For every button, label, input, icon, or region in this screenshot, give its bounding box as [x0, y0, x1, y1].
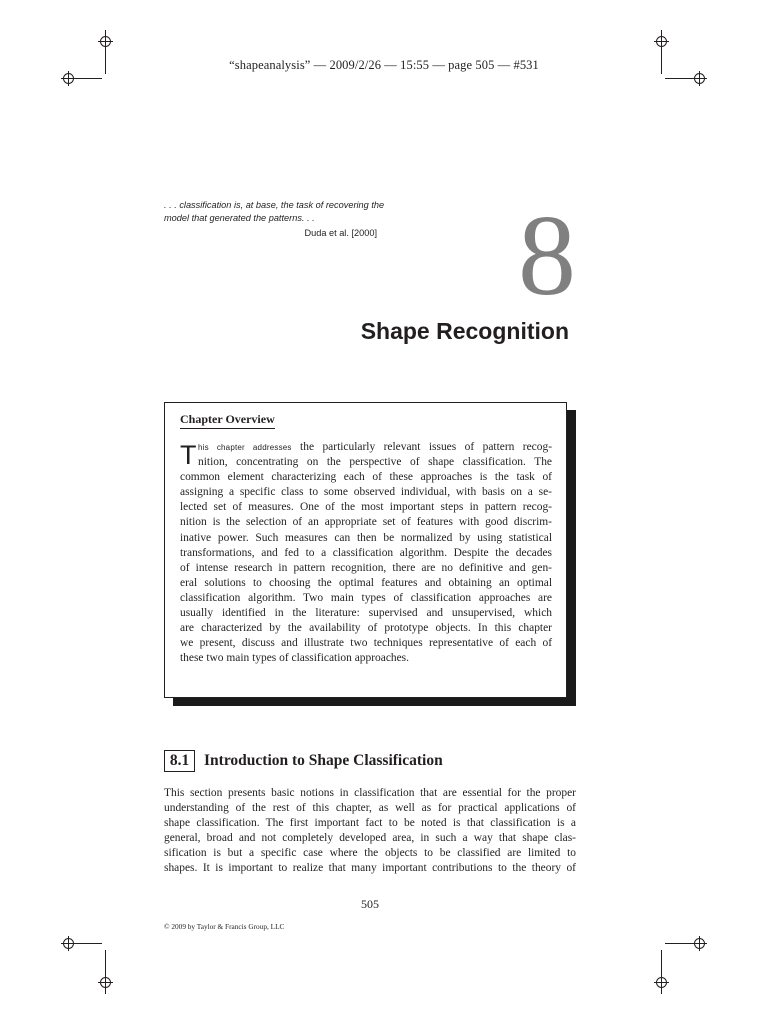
overview-line: classification algorithm. Two main types of classification approaches are: [180, 591, 552, 604]
overview-line: common element characterizing each of these approaches is the task of: [180, 471, 552, 484]
body-line: sification is but a specific case where the objects to be classified are limited to: [164, 847, 576, 860]
overview-line: inative power. Such measures can then be normalized by using statistical: [180, 531, 552, 544]
drop-cap: T: [180, 440, 197, 470]
epigraph-source: Duda et al. [2000]: [304, 228, 377, 238]
chapter-number: 8: [518, 192, 576, 320]
overview-line: we present, discuss and illustrate two techniques representative of each of: [180, 637, 552, 650]
overview-line: are characterized by the availability of prototype objects. In this chapter: [180, 622, 552, 635]
epigraph-line: . . . classification is, at base, the task of recovering the: [164, 200, 385, 210]
overview-line: transformations, and fed to a classification algorithm. Despite the decades: [180, 546, 552, 559]
overview-line: nition, concentrating on the perspective of shape classification. The: [198, 456, 552, 469]
overview-heading: Chapter Overview: [180, 411, 275, 429]
section-number: 8.1: [164, 750, 195, 772]
section-body-text: [164, 786, 576, 877]
epigraph: [164, 199, 404, 225]
body-line: shapes. It is important to realize that many important contributions to the theory of: [164, 862, 576, 875]
overview-line: these two main types of classification approaches.: [180, 652, 409, 665]
running-head: “shapeanalysis” — 2009/2/26 — 15:55 — page 505 — #531: [229, 58, 539, 72]
page-number: 505: [361, 897, 379, 911]
overview-line: assigning a specific class to some observed individual, with basis on a se-: [180, 486, 552, 499]
section-title: Introduction to Shape Classification: [204, 752, 443, 769]
chapter-title: Shape Recognition: [360, 318, 569, 344]
body-line: This section presents basic notions in classification that are essential for the proper: [164, 787, 576, 799]
overview-line: his chapter addresses the particularly relevant issues of pattern recog-: [198, 441, 552, 453]
smallcaps-lead: his chapter addresses: [198, 443, 292, 452]
overview-line: nition is the selection of an appropriate set of features with good discrim-: [180, 516, 552, 529]
body-line: shape classification. The first important fact to be noted is that classification is a: [164, 817, 576, 830]
body-line: general, broad and not completely developed area, in such a way that shape clas-: [164, 832, 576, 845]
epigraph-line: model that generated the patterns. . .: [164, 213, 315, 223]
overview-line: usually identified in the literature: supervised and unsupervised, which: [180, 607, 552, 620]
body-line: understanding of the rest of this chapter, as well as for practical applications of: [164, 802, 576, 815]
overview-line: of intense research in pattern recognition, there are no definitive and gen-: [180, 561, 552, 574]
overview-line: lected set of measures. One of the most important steps in pattern recog-: [180, 501, 552, 514]
overview-text: [180, 440, 552, 666]
copyright-notice: © 2009 by Taylor & Francis Group, LLC: [164, 922, 285, 931]
overview-line: eral solutions to choosing the optimal features and obtaining an optimal: [180, 576, 552, 589]
